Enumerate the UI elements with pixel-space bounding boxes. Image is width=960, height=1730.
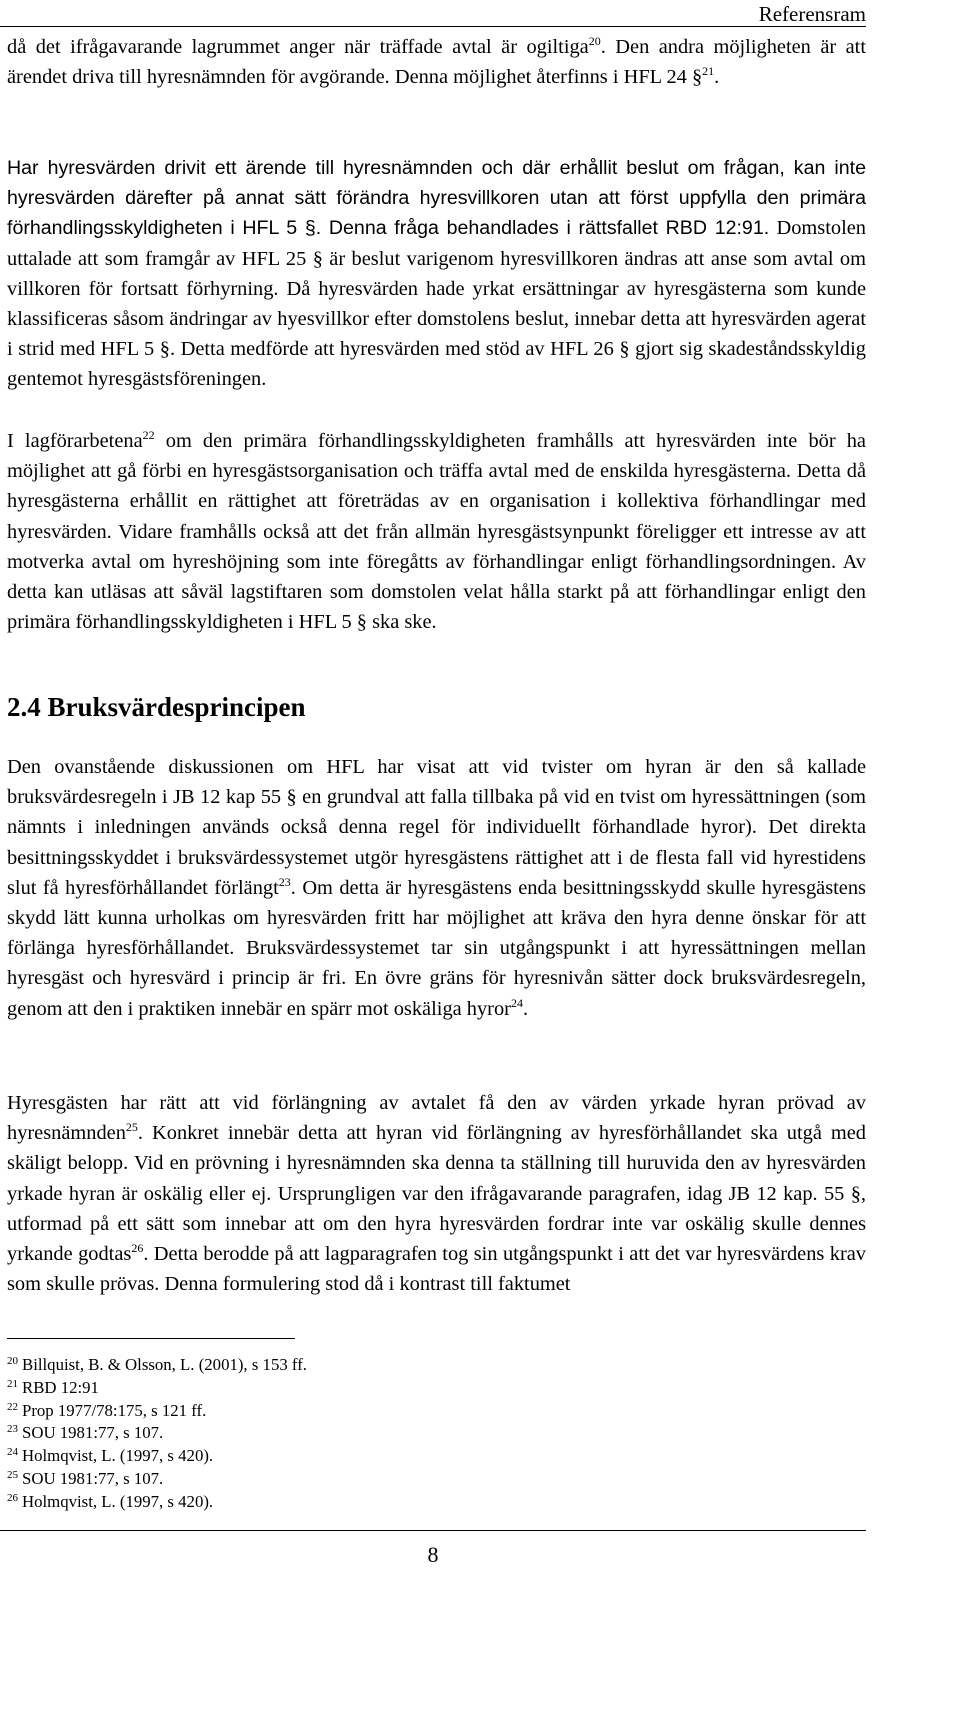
paragraph-text: .: [714, 66, 720, 89]
footnote-text: Prop 1977/78:175, s 121 ff.: [22, 1400, 207, 1420]
footnote-number: 20: [7, 1355, 18, 1367]
footnote: [7, 1445, 307, 1468]
footnote-ref[interactable]: 21: [702, 64, 715, 79]
paragraph-text: Domstolen uttalade att som framgår av HFL 25 § är beslut varigenom hyresvillkoren ändras att anse som avtal om villkoren för fortsatt förhyrning. Då hyresvärden hade yrkat ersättningar av hyresgästerna som kunde klassificeras såsom ändringar av hyesvillkor efter domstolens beslut, innebar detta att hyresvärden agerat i strid med HFL 5 §. Detta medförde att hyresvärden med stöd av HFL 26 § gjort sig skadeståndsskyldig gentemot hyresgästsföreningen.: [7, 217, 866, 391]
paragraph-text: . Konkret innebär detta att hyran vid förlängning av hyresförhållandet ska utgå med skäligt belopp. Vid en prövning i hyresnämnden ska denna ta ställning till huruvida den av hyresvärden yrkade hyran är oskälig eller ej. Ursprungligen var den ifrågavarande paragrafen, idag JB 12 kap. 55 §, utformad på ett sätt som innebar att om den hyra hyresvärden fordrar inte var oskälig skulle dennes yrkande godtas: [7, 1122, 866, 1266]
paragraph-text: Den ovanstående diskussionen om HFL har visat att vid tvister om hyran är den så kallade bruksvärdesregeln i JB 12 kap 55 § en grundval att falla tillbaka på vid en tvist om hyressättningen (som nämnts i inledningen används också denna regel för individuellt förhandlade hyror). Det direkta besittningsskyddet i bruksvärdessystemet utgör hyresgästens rättighet att i de flesta fall vid hyrestidens slut få hyresförhållandet förlängt: [7, 756, 866, 899]
footnote-number: 23: [7, 1423, 18, 1436]
paragraph-continuation: [7, 32, 866, 92]
footer-rule: [0, 1530, 866, 1531]
footnote-number: 26: [7, 1491, 18, 1504]
paragraph-text: . Den andra möjligheten är att ärendet driva till hyresnämnden för avgörande. Denna möjlighet återfinns i HFL 24 §: [7, 36, 866, 89]
footnote-ref[interactable]: 25: [125, 1120, 138, 1135]
footnote-ref[interactable]: 26: [131, 1241, 144, 1256]
footnote-separator: [7, 1338, 295, 1339]
running-header: Referensram: [0, 2, 866, 27]
paragraph-text: I lagförarbetena: [7, 430, 143, 452]
paragraph-preparatory-works: [7, 426, 866, 637]
footnote: [7, 1377, 307, 1400]
footnote-number: 25: [7, 1468, 18, 1481]
footnote-text: RBD 12:91: [22, 1377, 99, 1397]
footnote: [7, 1400, 307, 1423]
footnote: [7, 1354, 307, 1377]
paragraph-hyresnamnden: [7, 1088, 866, 1299]
paragraph-bruksvarde: [7, 752, 866, 1024]
footnote: [7, 1491, 307, 1514]
paragraph-text: om den primära förhandlingsskyldigheten framhålls att hyresvärden inte bör ha möjlighet att gå förbi en hyresgästsorganisation och träffa avtal med de enskilda hyresgästerna. Detta då hyresgästerna erhållit en rättighet att företrädas av en organisation i kollektiva förhandlingar med hyresvärden. Vidare framhålls också att det från allmän hyresgästsynpunkt föreligger ett intresse av att motverka avtal om hyreshöjning som inte föregåtts av förhandlingar enligt förhandlingsordningen. Av detta kan utläsas att såväl lagstiftaren som domstolen velat hålla starkt på att förhandlingar enligt den primära förhandlingsskyldigheten i HFL 5 § ska ske.: [7, 430, 866, 634]
footnote-text: SOU 1981:77, s 107.: [22, 1423, 164, 1443]
footnote-number: 22: [7, 1400, 18, 1413]
page-number: 8: [427, 1542, 439, 1567]
paragraph-case-law: [7, 153, 866, 395]
footnote-number: 21: [7, 1377, 18, 1390]
footnote: [7, 1468, 307, 1491]
footnote-text: Holmqvist, L. (1997, s 420).: [22, 1491, 214, 1511]
footnote-text: Billquist, B. & Olsson, L. (2001), s 153 ff.: [22, 1355, 307, 1374]
footnote-text: SOU 1981:77, s 107.: [22, 1468, 164, 1488]
footnote-ref[interactable]: 20: [588, 34, 601, 48]
paragraph-text: . Om detta är hyresgästens enda besittningsskydd skulle hyresgästens skydd lätt kunna urholkas om hyresvärden fritt har möjlighet att kräva den hyra denne önskar för att förlänga hyresförhållandet. Bruksvärdessystemet tar sin utgångspunkt i att hyressättningen mellan hyresgäst och hyresvärd i princip är fri. En övre gräns för hyresnivån sätter dock bruksvärdesregeln, genom att den i praktiken innebär en spärr mot oskäliga hyror: [7, 876, 866, 1020]
paragraph-text: Har hyresvärden drivit ett ärende till hyresnämnden och där erhållit beslut om frågan, kan inte hyresvärden därefter på annat sätt förändra hyresvillkoren utan att först uppfylla den primära förhandlingsskyldigheten i HFL 5 §. Denna fråga behandlades i rättsfallet RBD 12:91.: [7, 157, 866, 240]
footnote-number: 24: [7, 1446, 18, 1459]
footnote-ref[interactable]: 23: [278, 874, 291, 889]
footnote-text: Holmqvist, L. (1997, s 420).: [22, 1446, 214, 1466]
footnote-ref[interactable]: 24: [510, 995, 523, 1010]
section-heading: 2.4 Bruksvärdesprincipen: [7, 692, 306, 722]
paragraph-text: . Detta berodde på att lagparagrafen tog sin utgångspunkt i att det var hyresvärdens krav som skulle prövas. Denna formulering stod då i kontrast till faktumet: [7, 1243, 866, 1296]
footnote: [7, 1422, 307, 1445]
footnotes-list: [7, 1354, 307, 1514]
footnote-ref[interactable]: 22: [142, 428, 155, 442]
paragraph-text: .: [522, 997, 529, 1020]
paragraph-text: Hyresgästen har rätt att vid förlängning av avtalet få den av värden yrkade hyran prövad av hyresnämnden: [7, 1092, 866, 1145]
paragraph-text: då det ifrågavarande lagrummet anger när träffade avtal är ogiltiga: [7, 36, 589, 58]
